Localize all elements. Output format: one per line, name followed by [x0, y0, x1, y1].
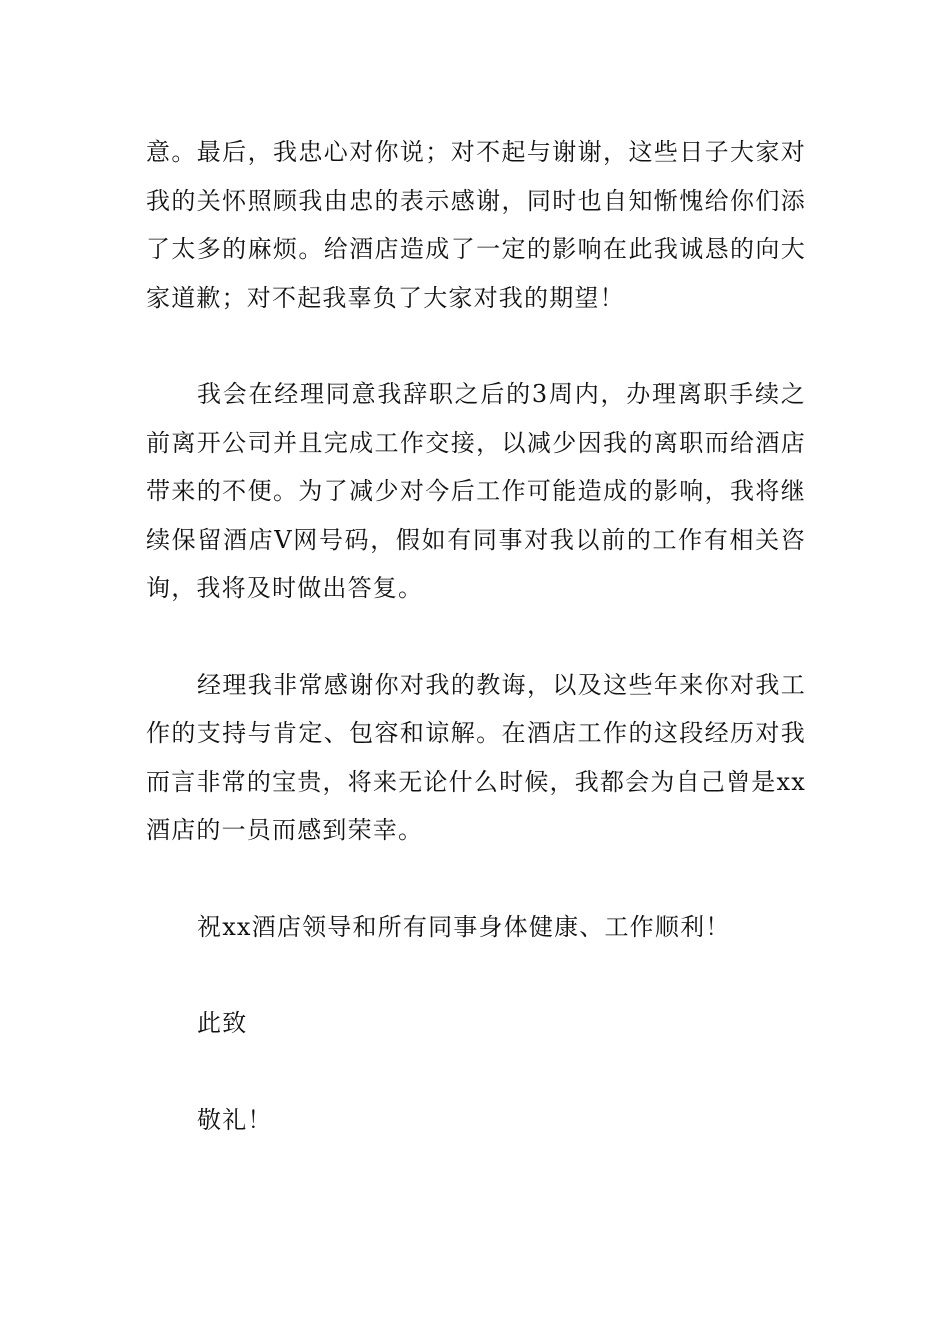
paragraph-gratitude: 经理我非常感谢你对我的教诲，以及这些年来你对我工作的支持与肯定、包容和谅解。在酒店工作的这段经历对我而言非常的宝贵，将来无论什么时候，我都会为自己曾是xx酒店的一员而感到荣幸。 — [146, 670, 806, 844]
salutation-cizhi: 此致 — [197, 1009, 248, 1037]
paragraph-best-wishes: 祝xx酒店领导和所有同事身体健康、工作顺利！ — [197, 912, 731, 941]
letter-body — [146, 128, 806, 1144]
paragraph-closing-apology: 意。最后，我忠心对你说；对不起与谢谢，这些日子大家对我的关怀照顾我由忠的表示感谢，同时也自知惭愧给你们添了太多的麻烦。给酒店造成了一定的影响在此我诚恳的向大家道歉；对不起我辜负了大家对我的期望！ — [146, 138, 806, 312]
salutation-jingli: 敬礼！ — [197, 1105, 273, 1134]
paragraph-handover-plan: 我会在经理同意我辞职之后的3周内，办理离职手续之前离开公司并且完成工作交接，以减少因我的离职而给酒店带来的不便。为了减少对今后工作可能造成的影响，我将继续保留酒店V网号码，假如有同事对我以前的工作有相关咨询，我将及时做出答复。 — [146, 380, 806, 602]
